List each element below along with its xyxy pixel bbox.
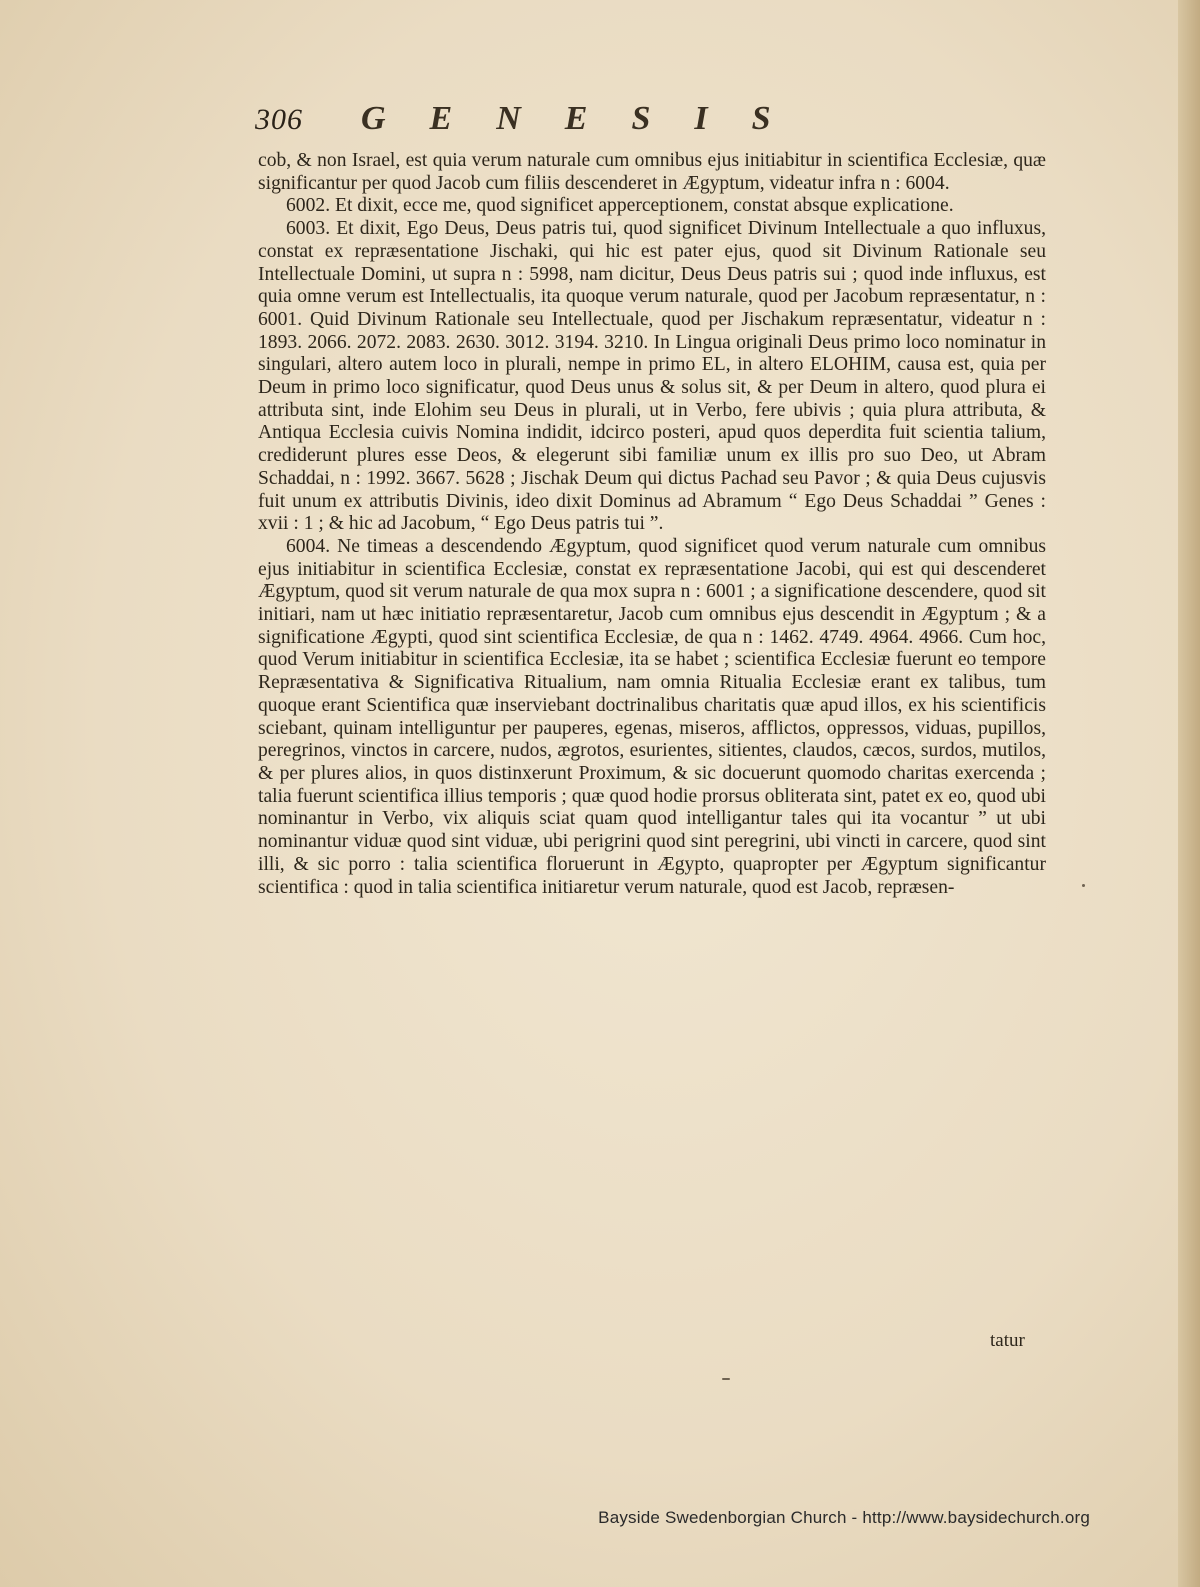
paragraph-6004: 6004. Ne timeas a descendendo Ægyptum, quod significet quod verum naturale cum omnibus ejus initiabitur in scientifica Ecclesiæ, constat ex repræsentatione Jacobi, qui est qui descenderet Ægyptum, quod sit verum naturale de qua mox supra n : 6001 ; a significatione descendere, quod sit initiari, nam ut hæc initiatio repræsentaretur, Jacob cum omnibus ejus descendit in Ægyptum ; & a significatione Ægypti, quod sint scientifica Ecclesiæ, de qua n : 1462. 4749. 4964. 4966. Cum hoc, quod Verum initiabitur in scientifica Ecclesiæ, ita se habet ; scientifica Ecclesiæ fuerunt eo tempore Repræsentativa & Significativa Ritualium, nam omnia Ritualia Ecclesiæ erant ex talibus, tum quoque erant Scientifica quæ inserviebant doctrinalibus charitatis quæ apud illos, ex his scientificis sciebant, quinam intelliguntur per pauperes, egenas, miseros, afflictos, oppressos, viduas, pupillos, peregrinos, vinctos in carcere, nudos, ægrotos, esurientes, sitientes, claudos, cæcos, surdos, mutilos, & per plures alios, in quos distinxerunt Proximum, & sic docuerunt quomodo charitas exercenda ; talia fuerunt scientifica illius temporis ; quæ quod hodie prorsus obliterata sint, patet ex eo, quod ubi nominantur in Verbo, vix aliquis sciat quam quod intelligantur tales qui ita vocantur ” ut ubi nominantur viduæ quod sint viduæ, ubi perigrini quod sint peregrini, ubi vincti in carcere, quod sint illi, & sic porro : talia scientifica floruerunt in Ægypto, quapropter per Ægyptum significantur scientifica : quod in talia scientifica initiaretur verum naturale, quod est Jacob, repræsen- [258,535,1046,898]
running-header [255,100,905,150]
page-edge-shadow [1178,0,1200,1587]
footer-credit: Bayside Swedenborgian Church - http://www.baysidechurch.org [598,1508,1090,1527]
page-number: 306 [255,103,303,136]
ink-speck [722,1378,730,1380]
paragraph-6002: 6002. Et dixit, ecce me, quod significet apperceptionem, constat absque explicatione. [286,195,954,217]
ink-speck [1082,884,1085,887]
body-text [258,150,1046,899]
paragraph-6003: 6003. Et dixit, Ego Deus, Deus patris tui, quod significet Divinum Intellectuale a quo influxus, constat ex repræsentatione Jischaki, qui hic est pater ejus, quod sit Divinum Rationale seu Intellectuale Domini, ut supra n : 5998, nam dicitur, Deus Deus patris sui ; quod inde influxus, est quia omne verum est Intellectualis, ita quoque verum naturale, quod per Jacobum repræsentatur, n : 6001. Quid Divinum Rationale seu Intellectuale, quod per Jischakum repræsentatur, videatur n : 1893. 2066. 2072. 2083. 2630. 3012. 3194. 3210. In Lingua originali Deus primo loco nominatur in singulari, altero autem loco in plurali, nempe in primo EL, in altero ELOHIM, causa est, quia per Deum in primo loco significatur, quod Deus unus & solus sit, & per Deum in altero, quod plura ei attributa sint, inde Elohim seu Deus in plurali, ut in Verbo, fere ubivis ; quia plura attributa, & Antiqua Ecclesia cuivis Nomina indidit, idcirco posteri, apud quos deperdita fuit scientia talium, crediderunt plures esse Deos, & elegerunt sibi familiæ unum ex illis pro suo Deo, ut Abram Schaddai, n : 1992. 3667. 5628 ; Jischak Deum qui dictus Pachad seu Pavor ; & quia Deus cujusvis fuit unum ex attributis Divinis, ideo dixit Dominus ad Abramum “ Ego Deus Schaddai ” Genes : xvii : 1 ; & hic ad Jacobum, “ Ego Deus patris tui ”. [258,218,1046,535]
catchword: tatur [990,1330,1025,1351]
book-title: GENESIS [361,100,815,137]
paragraph-continuation: cob, & non Israel, est quia verum naturale cum omnibus ejus initiabitur in scientifica Ecclesiæ, quæ significantur per quod Jacob cum filiis descenderet in Ægyptum, videatur infra n : 6004. [258,150,1046,194]
